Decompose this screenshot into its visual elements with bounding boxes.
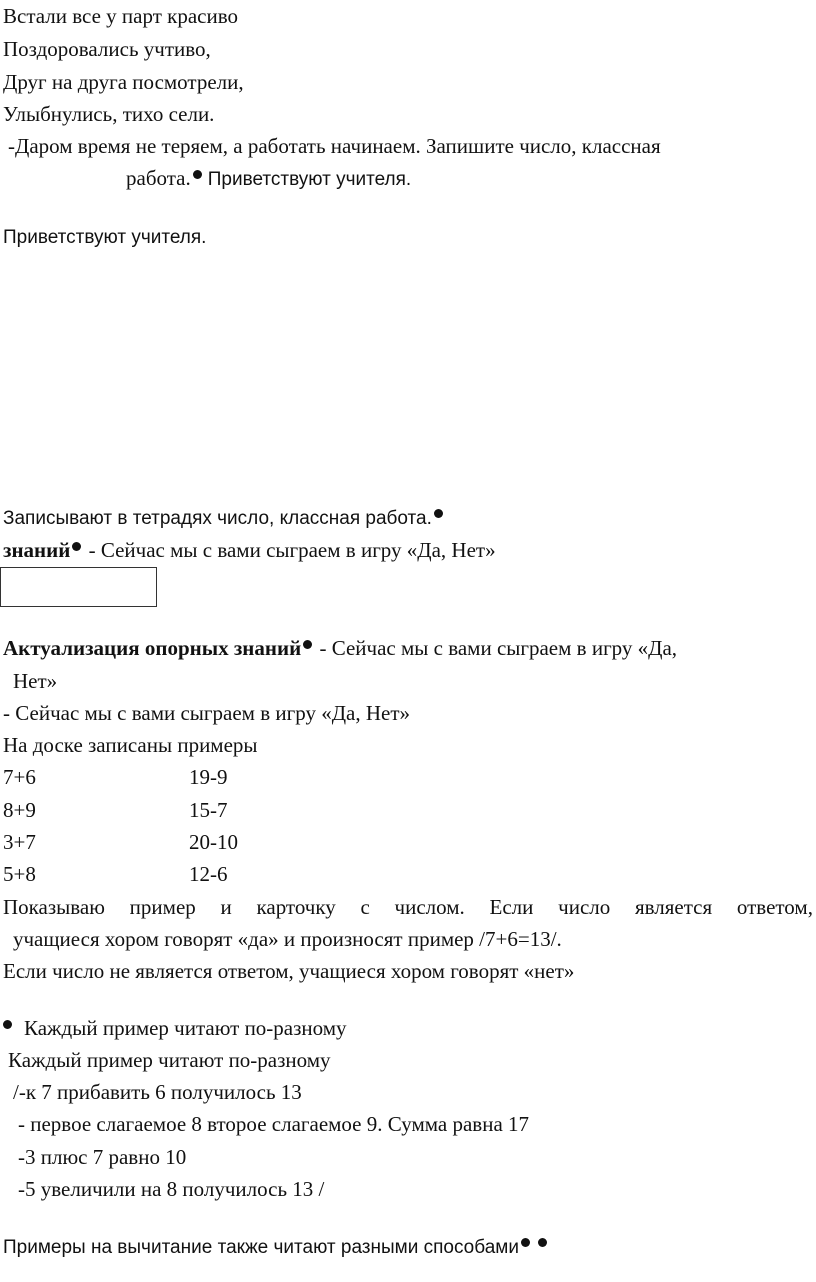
- word: ответом,: [736, 895, 813, 919]
- reading-line: -3 плюс 7 равно 10: [18, 1145, 187, 1169]
- word: и: [220, 895, 232, 919]
- show-line: [3, 897, 813, 918]
- word: число: [558, 895, 611, 919]
- knowledge-bold: знаний: [3, 538, 71, 562]
- word: пример: [129, 895, 196, 919]
- each-bullet-text: Каждый пример читают по-разному: [24, 1016, 347, 1040]
- word: Показываю: [3, 895, 105, 919]
- reading-line: /-к 7 прибавить 6 получилось 13: [13, 1080, 302, 1104]
- poem-line-2: Поздоровались учтиво,: [3, 37, 211, 61]
- empty-box: [0, 567, 157, 607]
- word: является: [634, 895, 713, 919]
- not-answer-line: Если число не является ответом, учащиеся хором говорят «нет»: [3, 959, 575, 983]
- intro-line-1: -Даром время не теряем, а работать начинаем. Запишите число, классная: [8, 134, 661, 158]
- each-line: Каждый пример читают по-разному: [8, 1048, 331, 1072]
- intro-work-text: работа.: [126, 166, 191, 190]
- knowledge-rest: - Сейчас мы с вами сыграем в игру «Да, Нет»: [83, 538, 496, 562]
- knowledge-line: [3, 540, 496, 561]
- word: Если: [489, 895, 534, 919]
- example-left: 3+7: [3, 830, 36, 854]
- example-left: 5+8: [3, 862, 36, 886]
- bullet-icon: [303, 640, 312, 649]
- example-right: 12-6: [189, 862, 228, 886]
- section-title: Актуализация опорных знаний: [3, 636, 302, 660]
- board-line: На доске записаны примеры: [3, 733, 258, 757]
- example-left: 7+6: [3, 765, 36, 789]
- reading-line: -5 увеличили на 8 получилось 13 /: [18, 1177, 325, 1201]
- record-text: Записывают в тетрадях число, классная работа.: [3, 508, 432, 529]
- bullet-icon: [72, 542, 81, 551]
- show-cont: учащиеся хором говорят «да» и произносят пример /7+6=13/.: [13, 927, 562, 951]
- greet-inline-text: Приветствуют учителя.: [207, 169, 412, 190]
- example-row: [3, 798, 228, 822]
- intro-line-2: [126, 168, 411, 189]
- section-cont: Нет»: [13, 669, 58, 693]
- word: с: [360, 895, 370, 919]
- each-bullet-line: [3, 1018, 347, 1039]
- bullet-icon: [521, 1238, 530, 1247]
- word: числом.: [394, 895, 465, 919]
- game-line: - Сейчас мы с вами сыграем в игру «Да, Нет»: [3, 701, 410, 725]
- section-heading: [3, 638, 677, 659]
- greet-line: Приветствуют учителя.: [3, 227, 207, 248]
- subtract-line: [3, 1238, 549, 1257]
- example-right: 19-9: [189, 765, 228, 789]
- bullet-icon: [3, 1020, 12, 1029]
- reading-line: - первое слагаемое 8 второе слагаемое 9. Сумма равна 17: [18, 1112, 530, 1136]
- section-rest: - Сейчас мы с вами сыграем в игру «Да,: [314, 636, 678, 660]
- subtract-text: Примеры на вычитание также читают разными способами: [3, 1237, 519, 1258]
- example-left: 8+9: [3, 798, 36, 822]
- example-right: 20-10: [189, 830, 238, 854]
- example-right: 15-7: [189, 798, 228, 822]
- bullet-icon: [538, 1238, 547, 1247]
- example-row: [3, 765, 228, 789]
- record-line: [3, 509, 445, 528]
- word: карточку: [256, 895, 336, 919]
- bullet-icon: [193, 170, 202, 179]
- example-row: [3, 862, 228, 886]
- poem-line-4: Улыбнулись, тихо сели.: [3, 102, 215, 126]
- example-row: [3, 830, 238, 854]
- bullet-icon: [434, 509, 443, 518]
- poem-line-1: Встали все у парт красиво: [3, 4, 238, 28]
- poem-line-3: Друг на друга посмотрели,: [3, 70, 244, 94]
